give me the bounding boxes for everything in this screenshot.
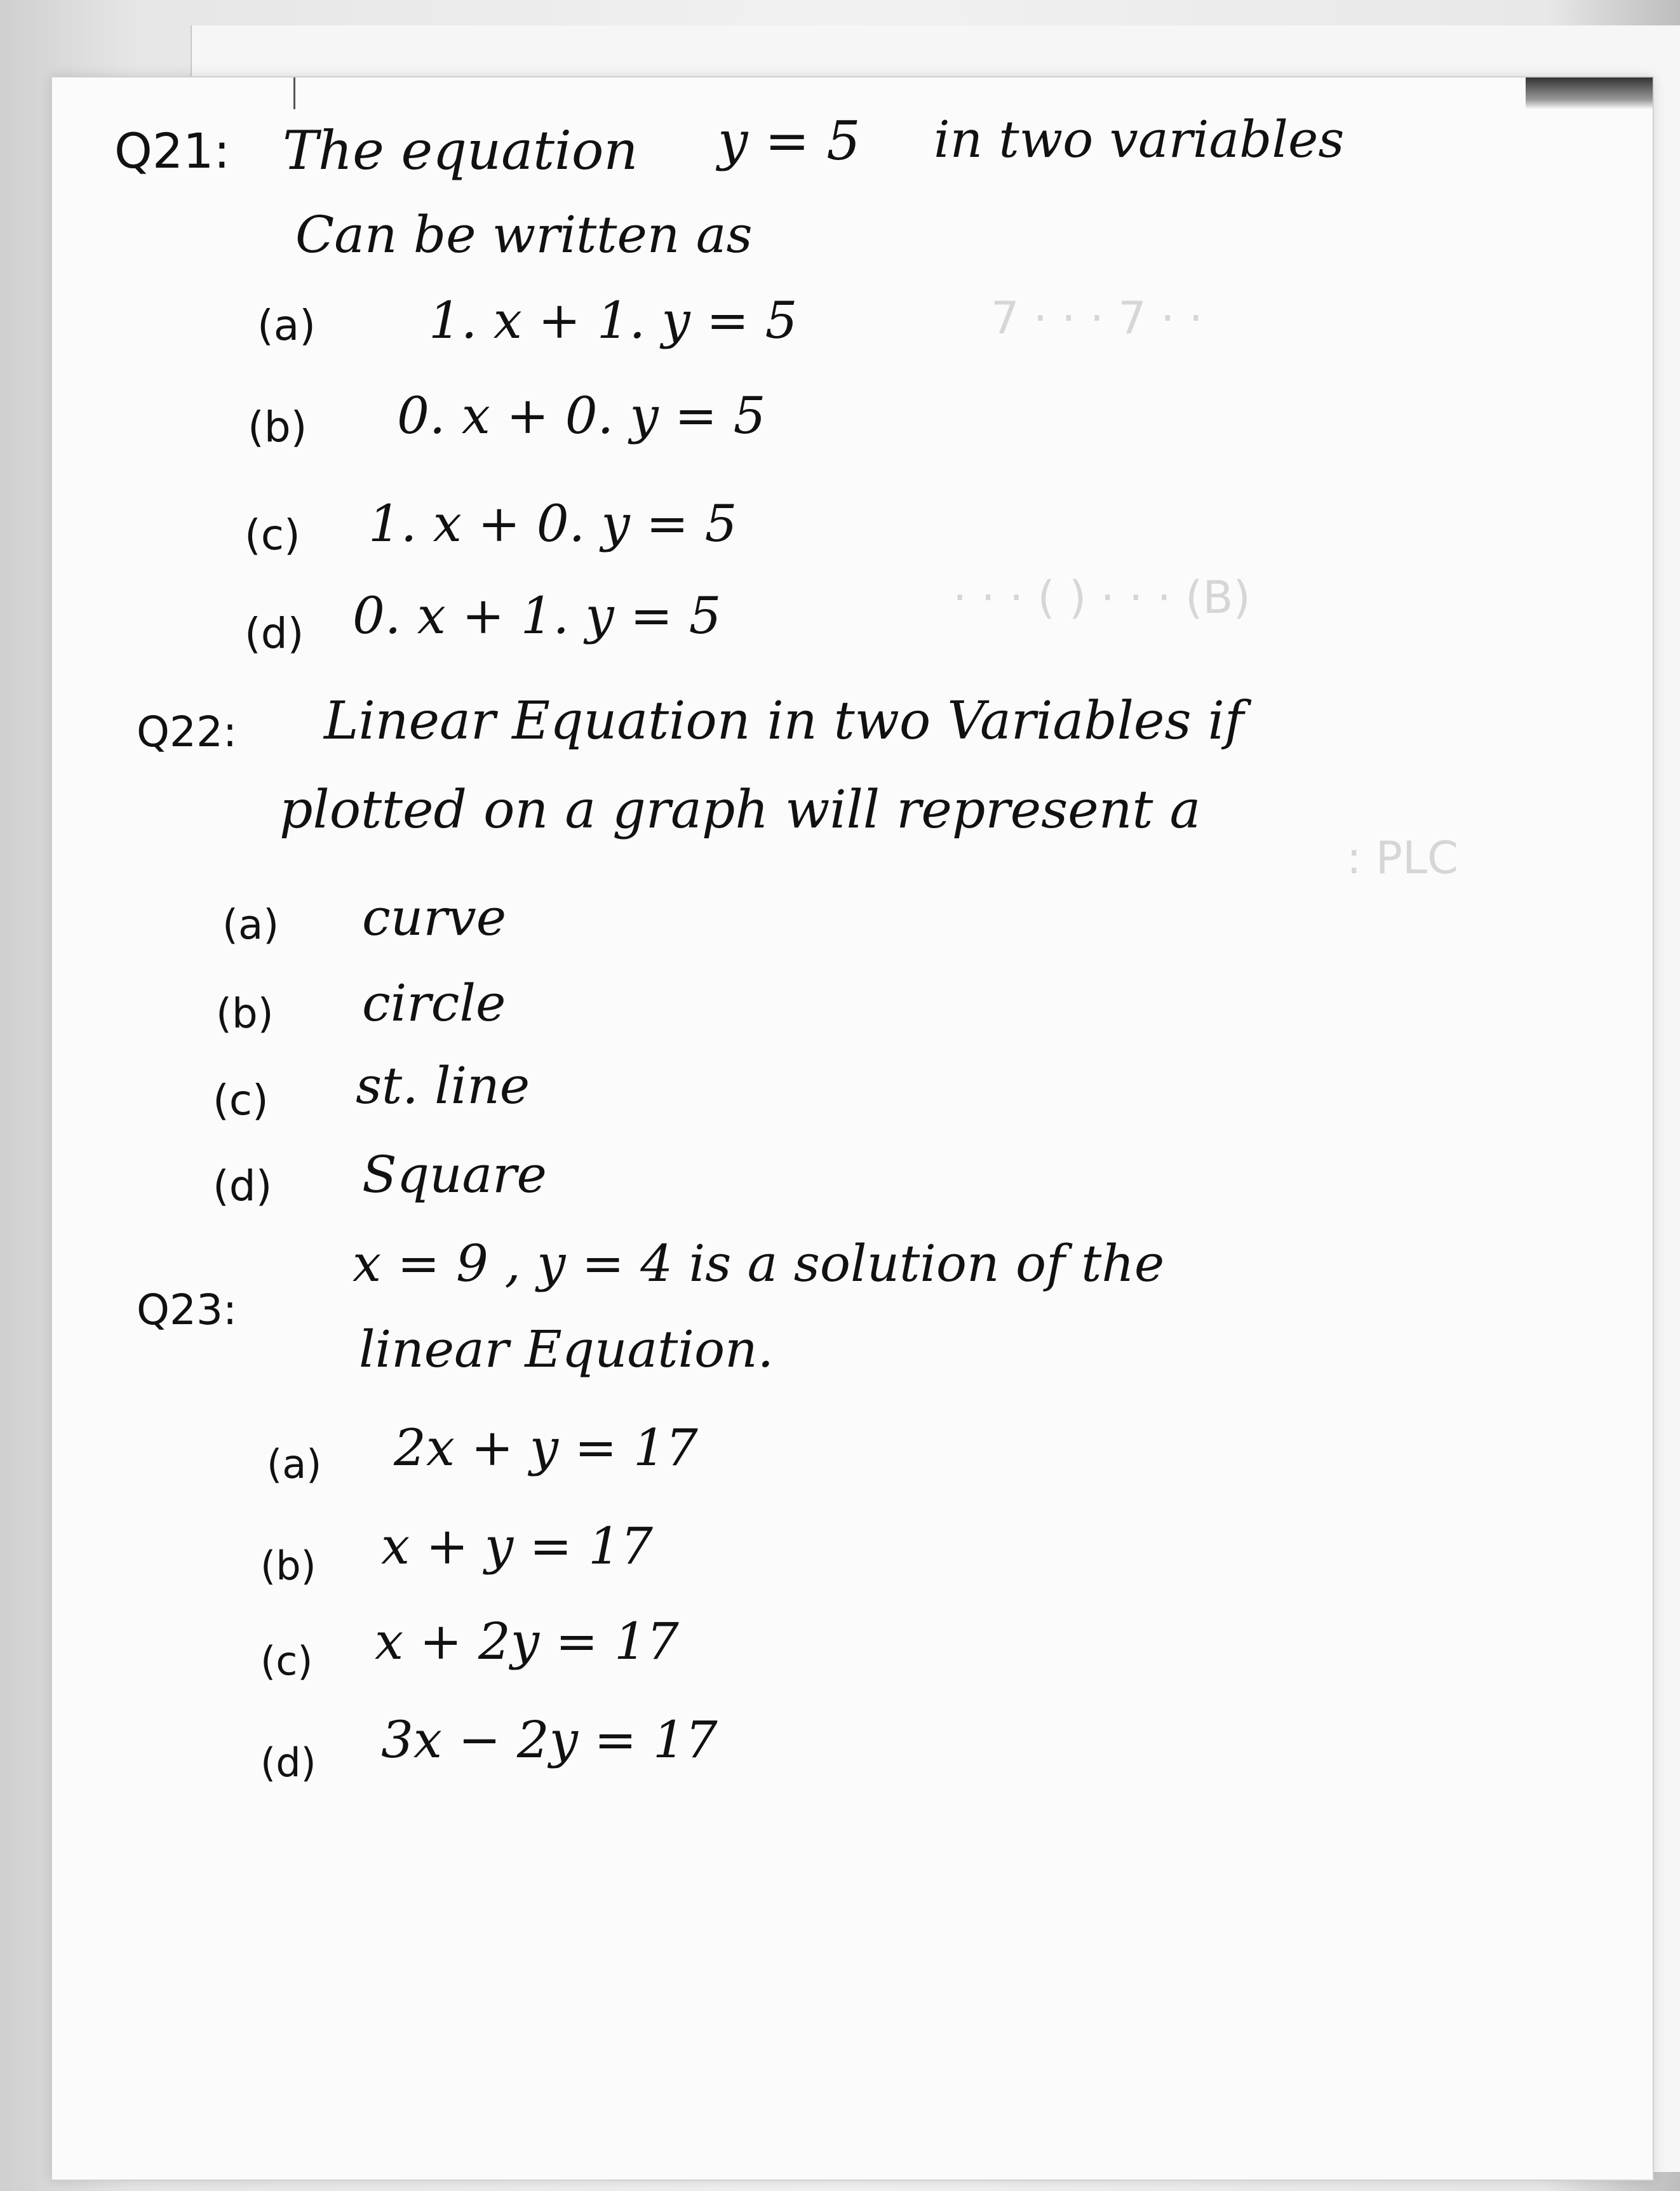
question-number: Q23: xyxy=(137,1285,238,1334)
bleed-through-mark: · · · ( ) · · · (B) xyxy=(953,572,1251,624)
option-text: circle xyxy=(362,974,506,1033)
option-text: 1. x + 1. y = 5 xyxy=(429,291,798,350)
answer-sheet xyxy=(51,76,1654,2181)
option-label: (c) xyxy=(260,1638,313,1684)
option-label: (a) xyxy=(222,902,279,949)
option-text: x + 2y = 17 xyxy=(375,1612,679,1671)
question-equation: y = 5 xyxy=(718,110,861,172)
question-number: Q21: xyxy=(114,123,231,179)
option-text: st. line xyxy=(356,1056,530,1115)
option-text: 1. x + 0. y = 5 xyxy=(368,494,737,553)
option-text: 0. x + 1. y = 5 xyxy=(353,586,722,645)
option-label: (b) xyxy=(260,1543,316,1589)
option-text: 2x + y = 17 xyxy=(394,1418,698,1477)
option-label: (c) xyxy=(213,1076,269,1125)
option-label: (d) xyxy=(213,1162,272,1210)
question-text: linear Equation. xyxy=(359,1320,774,1379)
option-label: (a) xyxy=(257,301,316,350)
option-label: (d) xyxy=(245,609,304,658)
option-label: (d) xyxy=(260,1739,316,1786)
question-text: Linear Equation in two Variables if xyxy=(324,691,1244,751)
option-text: curve xyxy=(362,888,507,947)
option-text: Square xyxy=(362,1145,547,1204)
option-text: 0. x + 0. y = 5 xyxy=(397,386,766,445)
option-label: (b) xyxy=(248,403,307,452)
question-text: The equation xyxy=(283,119,638,182)
question-text: plotted on a graph will represent a xyxy=(279,780,1201,840)
option-label: (c) xyxy=(245,511,300,559)
bleed-through-mark: 7 · · · 7 · · xyxy=(991,292,1203,344)
top-rule xyxy=(293,77,295,109)
corner-shadow xyxy=(1526,77,1653,109)
question-text: x = 9 , y = 4 is a solution of the xyxy=(353,1234,1165,1293)
option-label: (b) xyxy=(216,991,274,1038)
option-text: x + y = 17 xyxy=(381,1517,653,1576)
bleed-through-mark: : PLC xyxy=(1347,832,1458,884)
option-label: (a) xyxy=(267,1441,322,1487)
question-text: in two variables xyxy=(934,110,1345,169)
question-number: Q22: xyxy=(137,707,238,756)
option-text: 3x − 2y = 17 xyxy=(381,1710,718,1769)
question-text: Can be written as xyxy=(295,205,753,264)
